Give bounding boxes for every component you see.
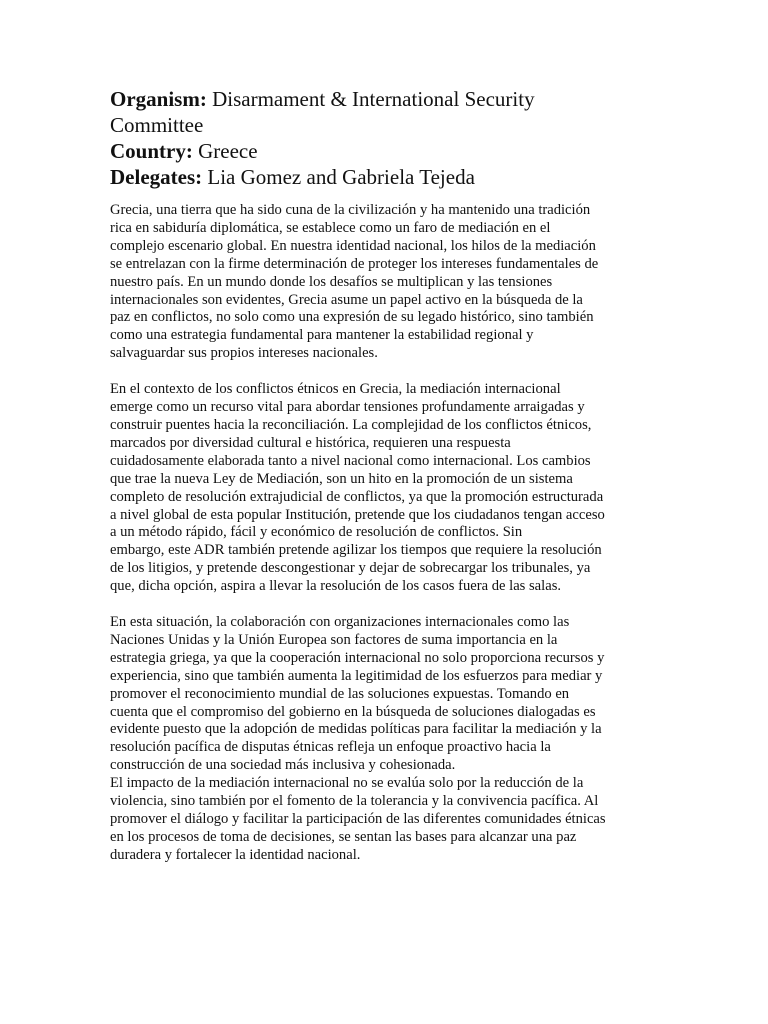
text-line: estrategia griega, ya que la cooperación internacional no solo proporciona recursos y: [110, 649, 605, 666]
text-line: cuenta que el compromiso del gobierno en la búsqueda de soluciones dialogadas es: [110, 703, 596, 720]
text-line: a un método rápido, fácil y económico de resolución de conflictos. Sin: [110, 524, 523, 541]
text-line: embargo, este ADR también pretende agilizar los tiempos que requiere la resolución: [110, 542, 602, 559]
text-line: se entrelazan con la firme determinación de proteger los intereses fundamentales de: [110, 255, 599, 272]
text-line: completo de resolución extrajudicial de conflictos, ya que la promoción estructurada: [110, 488, 604, 505]
paragraph: [110, 202, 658, 363]
country-heading: [110, 138, 658, 164]
text-line: como una estrategia fundamental para mantener la estabilidad regional y: [110, 327, 534, 344]
document-page: [110, 86, 658, 865]
text-line: En el contexto de los conflictos étnicos en Grecia, la mediación internacional: [110, 381, 561, 398]
text-line: experiencia, sino que también aumenta la legitimidad de los esfuerzos para mediar y: [110, 667, 603, 684]
text-line: que, dicha opción, aspira a llevar la resolución de los casos fuera de las salas.: [110, 578, 562, 595]
organism-label: Organism:: [110, 87, 207, 111]
text-line: Naciones Unidas y la Unión Europea son factores de suma importancia en la: [110, 631, 558, 648]
text-line: paz en conflictos, no solo como una expresión de su legado histórico, sino también: [110, 309, 594, 326]
text-line: promover el diálogo y facilitar la participación de las diferentes comunidades étnicas: [110, 811, 606, 827]
text-line: complejo escenario global. En nuestra identidad nacional, los hilos de la mediación: [110, 237, 596, 254]
text-line: construcción de una sociedad más inclusiva y cohesionada.: [110, 757, 456, 774]
text-line: evidente puesto que la adopción de medidas políticas para facilitar la mediación y la: [110, 721, 602, 738]
text-line: internacionales son evidentes, Grecia asume un papel activo en la búsqueda de la: [110, 291, 583, 308]
text-line: rica en sabiduría diplomática, se establece como un faro de mediación en el: [110, 219, 551, 236]
text-line: construir puentes hacia la reconciliación. La complejidad de los conflictos étnicos,: [110, 416, 592, 433]
text-line: promover el reconocimiento mundial de las soluciones expuestas. Tomando en: [110, 685, 570, 702]
text-line: Grecia, una tierra que ha sido cuna de la civilización y ha mantenido una tradición: [110, 202, 591, 218]
text-line: que trae la nueva Ley de Mediación, son un hito en la promoción de un sistema: [110, 470, 573, 487]
paragraph: [110, 614, 658, 865]
paragraph: [110, 381, 658, 596]
text-line: nuestro país. En un mundo donde los desafíos se multiplican y las tensiones: [110, 273, 553, 290]
text-line: marcados por diversidad cultural e histórica, requieren una respuesta: [110, 434, 511, 451]
text-line: de los litigios, y pretende descongestionar y dejar de sobrecargar los tribunales, ya: [110, 560, 591, 577]
text-line: En esta situación, la colaboración con organizaciones internacionales como las: [110, 614, 570, 631]
text-line: a nivel global de esta popular Institución, pretende que los ciudadanos tengan acceso: [110, 506, 605, 523]
country-value: Greece: [198, 139, 258, 163]
delegates-value: Lia Gomez and Gabriela Tejeda: [207, 165, 475, 189]
organism-heading: [110, 86, 658, 112]
text-line: resolución pacífica de disputas étnicas refleja un enfoque proactivo hacia la: [110, 739, 551, 756]
organism-value-cont: Committee: [110, 113, 204, 137]
organism-heading-cont: [110, 112, 658, 138]
text-line: El impacto de la mediación internacional no se evalúa solo por la reducción de la: [110, 775, 584, 792]
organism-value: Disarmament & International Security: [212, 87, 535, 111]
delegates-label: Delegates:: [110, 165, 203, 189]
text-line: en los procesos de toma de decisiones, se sentan las bases para alcanzar una paz: [110, 828, 577, 845]
text-line: emerge como un recurso vital para abordar tensiones profundamente arraigadas y: [110, 399, 585, 416]
country-label: Country:: [110, 139, 193, 163]
delegates-heading: [110, 164, 658, 190]
text-line: duradera y fortalecer la identidad nacional.: [110, 846, 361, 863]
text-line: salvaguardar sus propios intereses nacionales.: [110, 345, 378, 362]
text-line: cuidadosamente elaborada tanto a nivel nacional como internacional. Los cambios: [110, 452, 591, 469]
text-line: violencia, sino también por el fomento de la tolerancia y la convivencia pacífica. Al: [110, 793, 599, 810]
